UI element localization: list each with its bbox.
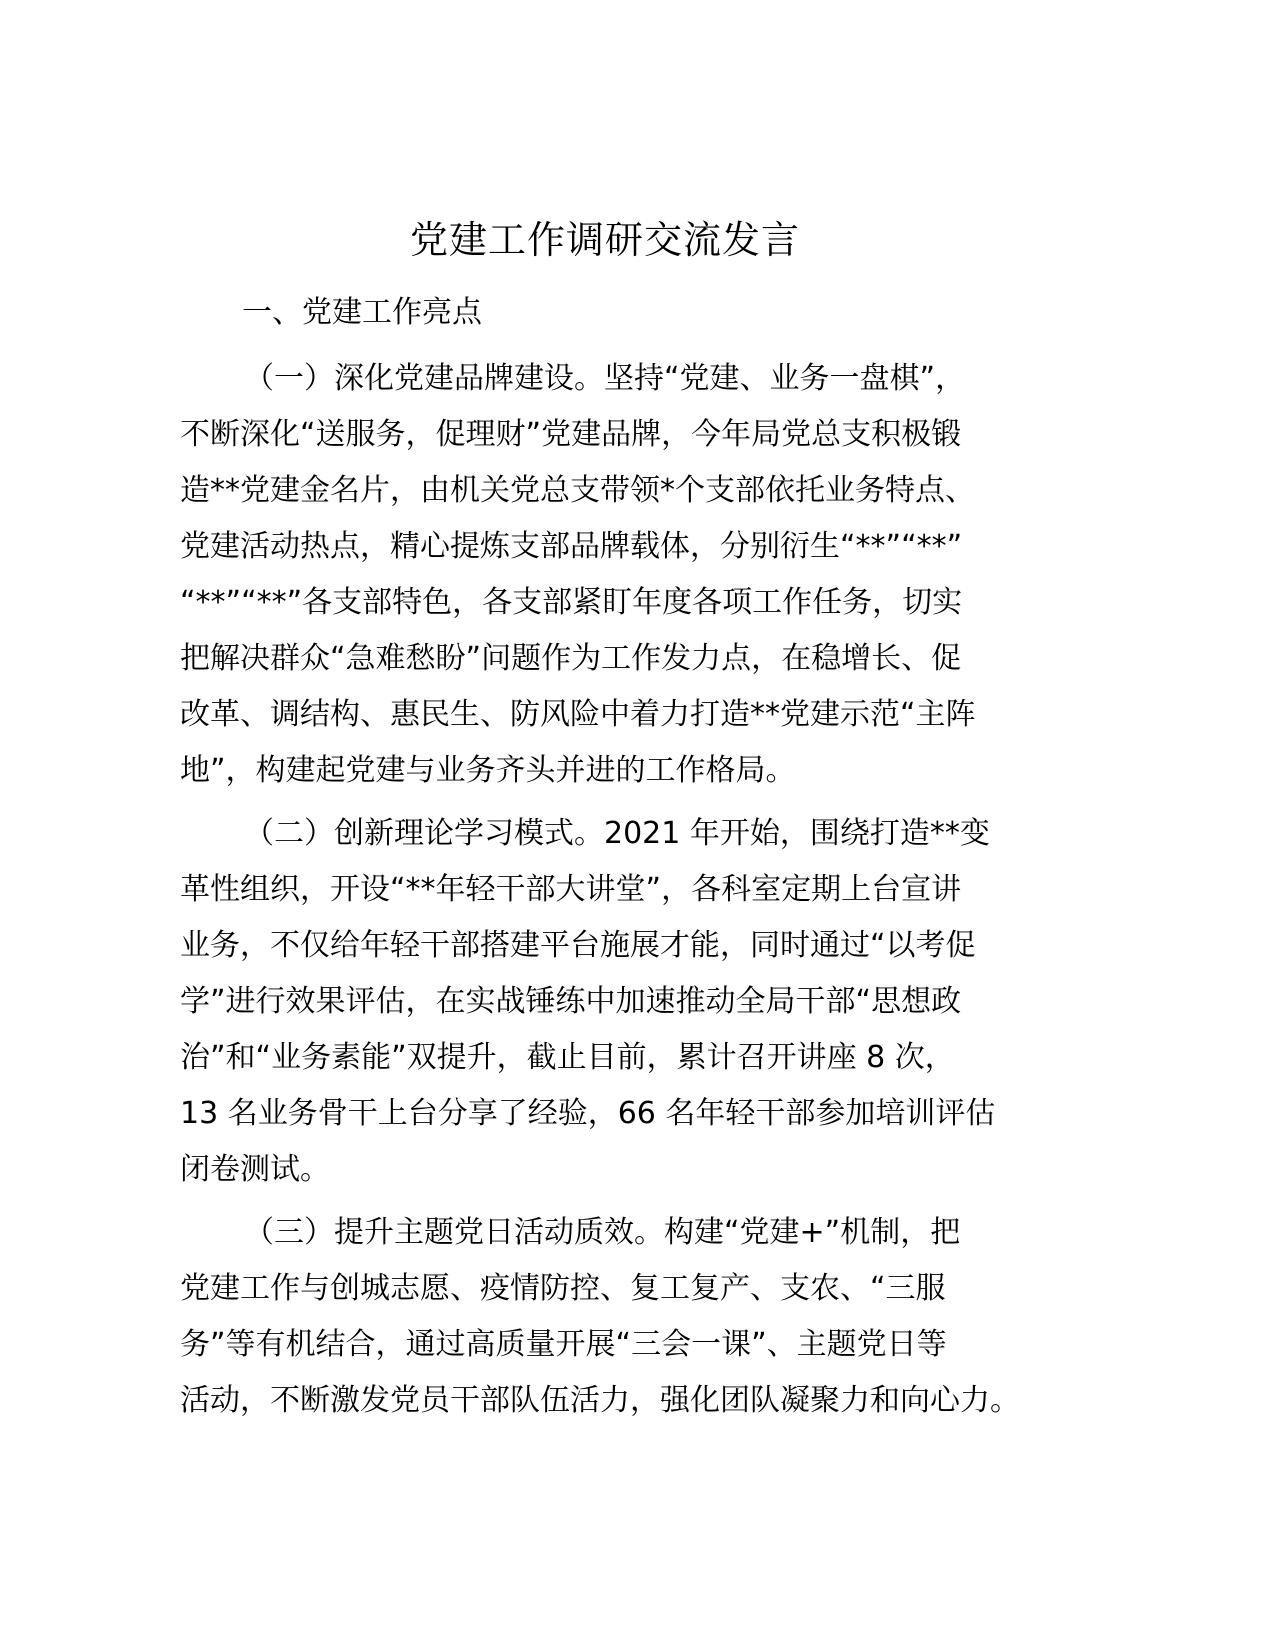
paragraph-2 xyxy=(180,806,1040,1198)
paragraph-line: 13 名业务骨干上台分享了经验，66 名年轻干部参加培训评估 xyxy=(180,1096,996,1131)
paragraph-line: 不断深化“送服务，促理财”党建品牌，今年局党总支积极锻 xyxy=(180,417,962,452)
section-heading: 一、党建工作亮点 xyxy=(242,295,482,330)
paragraph-line: 造**党建金名片，由机关党总支带领*个支部依托业务特点、 xyxy=(180,473,975,508)
paragraph-line: 治”和“业务素能”双提升，截止目前，累计召开讲座 8 次， xyxy=(180,1040,955,1075)
paragraph-line: 党建工作与创城志愿、疫情防控、复工复产、支农、“三服 xyxy=(180,1271,946,1306)
paragraph-line: 学”进行效果评估，在实战锤练中加速推动全局干部“思想政 xyxy=(180,984,962,1019)
paragraph-line: 业务，不仅给年轻干部搭建平台施展才能，同时通过“以考促 xyxy=(180,928,976,963)
paragraph-line: （二）创新理论学习模式。2021 年开始，围绕打造**变 xyxy=(244,816,990,851)
paragraph-line: 闭卷测试。 xyxy=(180,1152,330,1187)
document-title: 党建工作调研交流发言 xyxy=(409,218,800,262)
paragraph-line: 改革、调结构、惠民生、防风险中着力打造**党建示范“主阵 xyxy=(180,697,976,732)
paragraph-line: 把解决群众“急难愁盼”问题作为工作发力点，在稳增长、促 xyxy=(180,641,962,676)
paragraph-line: 活动，不断激发党员干部队伍活力，强化团队凝聚力和向心力。 xyxy=(180,1383,1020,1418)
paragraph-line: “**”“**”各支部特色，各支部紧盯年度各项工作任务，切实 xyxy=(180,585,963,620)
paragraph-line: 革性组织，开设“**年轻干部大讲堂”，各科室定期上台宣讲 xyxy=(180,872,962,907)
paragraph-line: 地”，构建起党建与业务齐头并进的工作格局。 xyxy=(180,753,796,788)
paragraph-line: 党建活动热点，精心提炼支部品牌载体，分别衍生“**”“**” xyxy=(180,529,963,564)
paragraph-line: 务”等有机结合，通过高质量开展“三会一课”、主题党日等 xyxy=(180,1327,947,1362)
paragraph-1 xyxy=(180,351,1040,799)
paragraph-3 xyxy=(180,1205,1040,1429)
paragraph-line: （一）深化党建品牌建设。坚持“党建、业务一盘棋”， xyxy=(244,361,966,396)
paragraph-line: （三）提升主题党日活动质效。构建“党建+”机制，把 xyxy=(244,1215,961,1250)
